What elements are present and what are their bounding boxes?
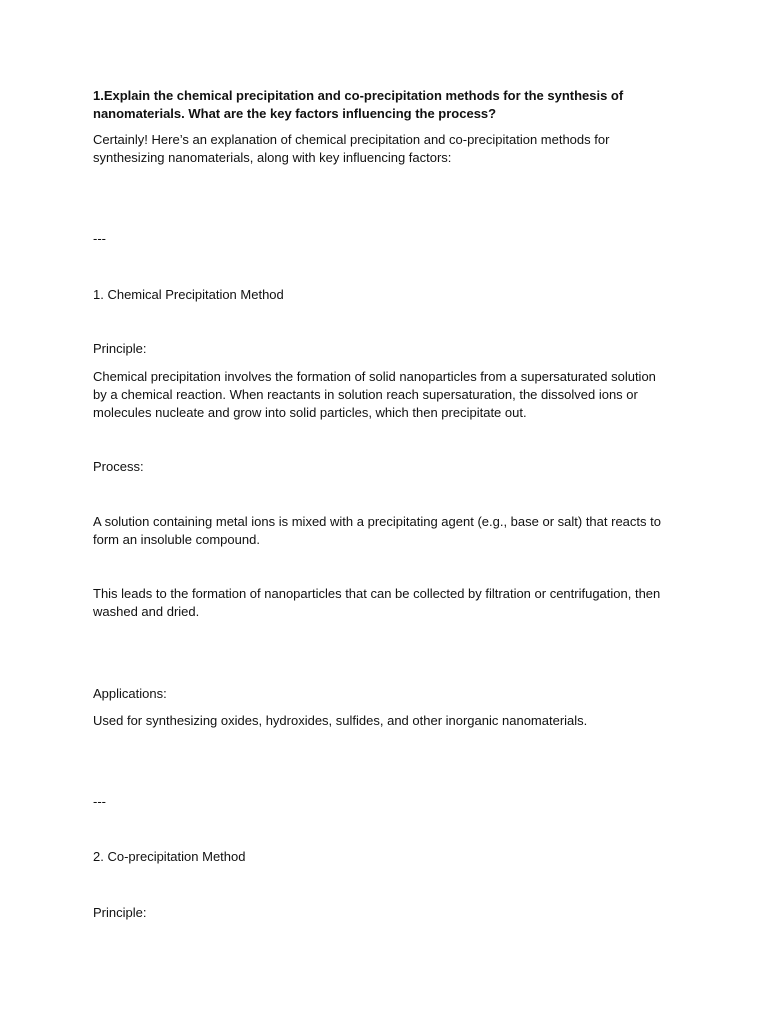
process-text-2-line-1: This leads to the formation of nanoparticles that can be collected by filtration or centrifugation, then (93, 586, 661, 601)
intro-line-2: synthesizing nanomaterials, along with key influencing factors: (93, 150, 452, 165)
intro-line-1: Certainly! Here’s an explanation of chemical precipitation and co-precipitation methods for (93, 132, 610, 147)
applications-text: Used for synthesizing oxides, hydroxides, sulfides, and other inorganic nanomaterials. (93, 713, 588, 728)
separator-1: --- (93, 231, 106, 246)
principle-label-2: Principle: (93, 905, 147, 920)
principle-text-line-1: Chemical precipitation involves the formation of solid nanoparticles from a supersaturated solution (93, 369, 656, 384)
question-line-1: 1.Explain the chemical precipitation and co-precipitation methods for the synthesis of (93, 88, 624, 103)
question-line-2: nanomaterials. What are the key factors influencing the process? (93, 106, 497, 121)
principle-text-line-2: by a chemical reaction. When reactants in solution reach supersaturation, the dissolved ions or (93, 387, 638, 402)
process-label: Process: (93, 459, 144, 474)
principle-label-1: Principle: (93, 341, 147, 356)
section-2-heading: 2. Co-precipitation Method (93, 849, 246, 864)
applications-label: Applications: (93, 686, 167, 701)
section-1-heading: 1. Chemical Precipitation Method (93, 287, 284, 302)
process-text-1-line-1: A solution containing metal ions is mixed with a precipitating agent (e.g., base or salt) that reacts to (93, 514, 661, 529)
process-text-2-line-2: washed and dried. (93, 604, 200, 619)
separator-2: --- (93, 794, 106, 809)
process-text-1-line-2: form an insoluble compound. (93, 532, 260, 547)
principle-text-line-3: molecules nucleate and grow into solid particles, which then precipitate out. (93, 405, 527, 420)
